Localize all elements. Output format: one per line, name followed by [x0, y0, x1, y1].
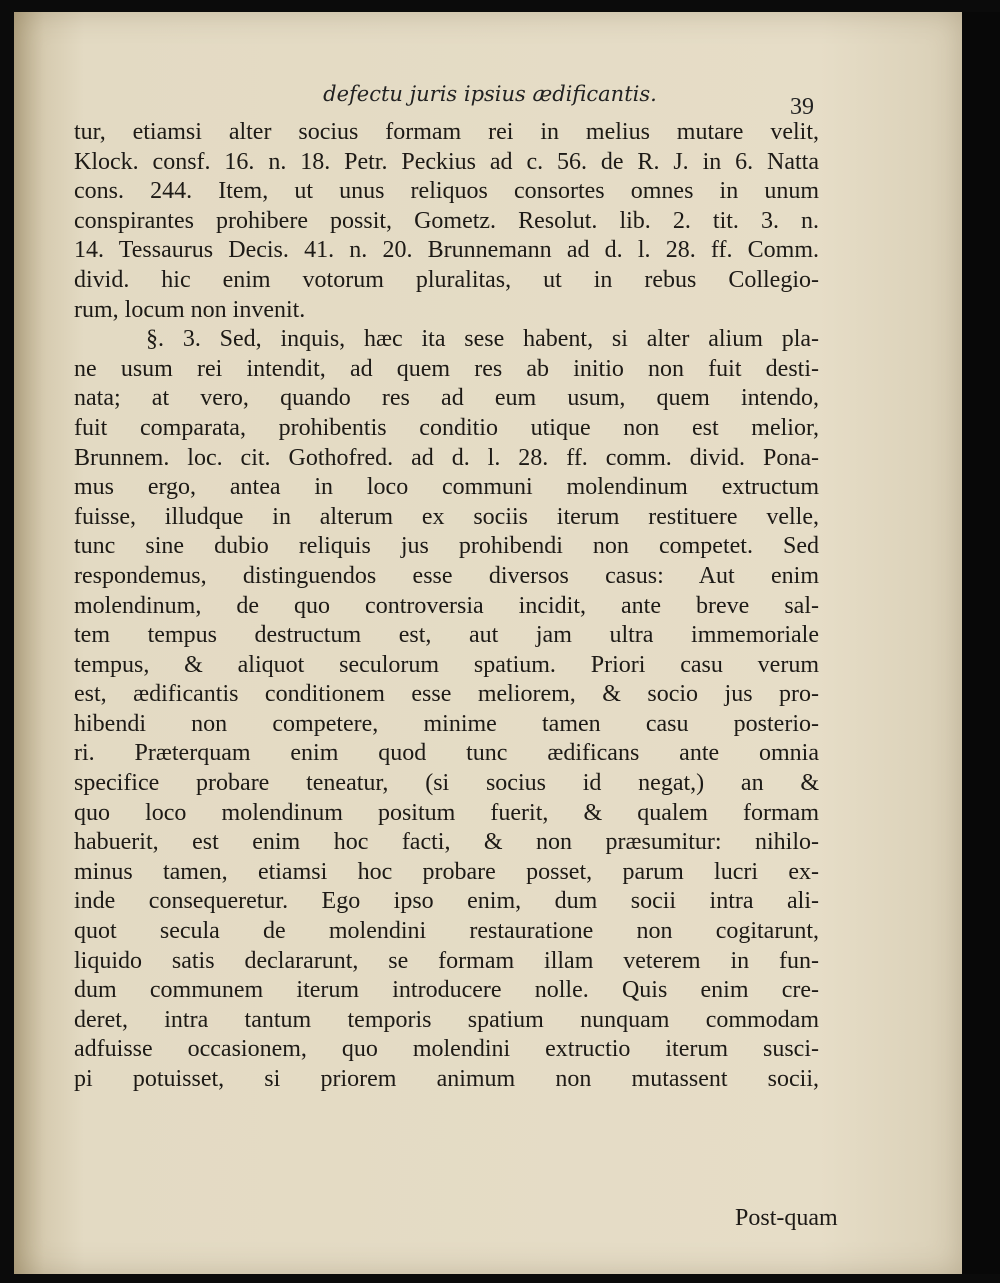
- text-line: Brunnem. loc. cit. Gothofred. ad d. l. 28. ff. comm. divid. Pona-: [74, 444, 819, 471]
- page-number: 39: [790, 94, 814, 120]
- text-line: tempus, & aliquot seculorum spatium. Priori casu verum: [74, 651, 819, 678]
- text-line: minus tamen, etiamsi hoc probare posset, parum lucri ex-: [74, 858, 819, 885]
- text-line: hibendi non competere, minime tamen casu posterio-: [74, 710, 819, 737]
- text-line: quo loco molendinum positum fuerit, & qualem formam: [74, 799, 819, 826]
- text-line: pi potuisset, si priorem animum non mutassent socii,: [74, 1066, 819, 1092]
- text-line: tem tempus destructum est, aut jam ultra immemoriale: [74, 622, 819, 649]
- text-line: rum, locum non invenit.: [74, 296, 306, 323]
- text-line: habuerit, est enim hoc facti, & non præsumitur: nihilo-: [74, 829, 819, 856]
- text-line: inde consequeretur. Ego ipso enim, dum socii intra ali-: [74, 888, 819, 915]
- body-text: [74, 118, 819, 1095]
- text-line: specifice probare teneatur, (si socius id negat,) an &: [74, 770, 819, 797]
- text-line: 14. Tessaurus Decis. 41. n. 20. Brunnemann ad d. l. 28. ff. Comm.: [74, 237, 819, 264]
- catchword: Post-quam: [735, 1205, 838, 1231]
- text-line: adfuisse occasionem, quo molendini extructio iterum susci-: [74, 1036, 819, 1063]
- text-line: divid. hic enim votorum pluralitas, ut in rebus Collegio-: [74, 266, 819, 293]
- text-line: cons. 244. Item, ut unus reliquos consortes omnes in unum: [74, 178, 819, 205]
- text-line: conspirantes prohibere possit, Gometz. Resolut. lib. 2. tit. 3. n.: [74, 207, 819, 234]
- text-line: est, ædificantis conditionem esse meliorem, & socio jus pro-: [74, 681, 819, 708]
- text-line: dum communem iterum introducere nolle. Quis enim cre-: [74, 977, 819, 1004]
- text-line: deret, intra tantum temporis spatium nunquam commodam: [74, 1006, 819, 1033]
- text-line: mus ergo, antea in loco communi molendinum extructum: [74, 474, 819, 501]
- paragraph-start-line: §. 3. Sed, inquis, hæc ita sese habent, si alter alium pla-: [146, 326, 819, 353]
- text-line: quot secula de molendini restauratione non cogitarunt,: [74, 918, 819, 945]
- text-line: Klock. consf. 16. n. 18. Petr. Peckius ad c. 56. de R. J. in 6. Natta: [74, 148, 819, 175]
- text-line: tur, etiamsi alter socius formam rei in melius mutare velit,: [74, 119, 819, 145]
- text-line: tunc sine dubio reliquis jus prohibendi non competet. Sed: [74, 533, 819, 560]
- text-line: ne usum rei intendit, ad quem res ab initio non fuit desti-: [74, 355, 819, 382]
- text-line: liquido satis declararunt, se formam illam veterem in fun-: [74, 947, 819, 974]
- text-line: nata; at vero, quando res ad eum usum, quem intendo,: [74, 385, 819, 412]
- text-line: fuit comparata, prohibentis conditio utique non est melior,: [74, 414, 819, 441]
- running-head: defectu juris ipsius ædificantis.: [323, 82, 657, 106]
- text-line: respondemus, distinguendos esse diversos casus: Aut enim: [74, 562, 819, 589]
- text-line: fuisse, illudque in alterum ex sociis iterum restituere velle,: [74, 503, 819, 530]
- text-line: molendinum, de quo controversia incidit, ante breve sal-: [74, 592, 819, 619]
- page-edge-shadow: [962, 12, 1000, 1274]
- text-line: ri. Præterquam enim quod tunc ædificans ante omnia: [74, 740, 819, 767]
